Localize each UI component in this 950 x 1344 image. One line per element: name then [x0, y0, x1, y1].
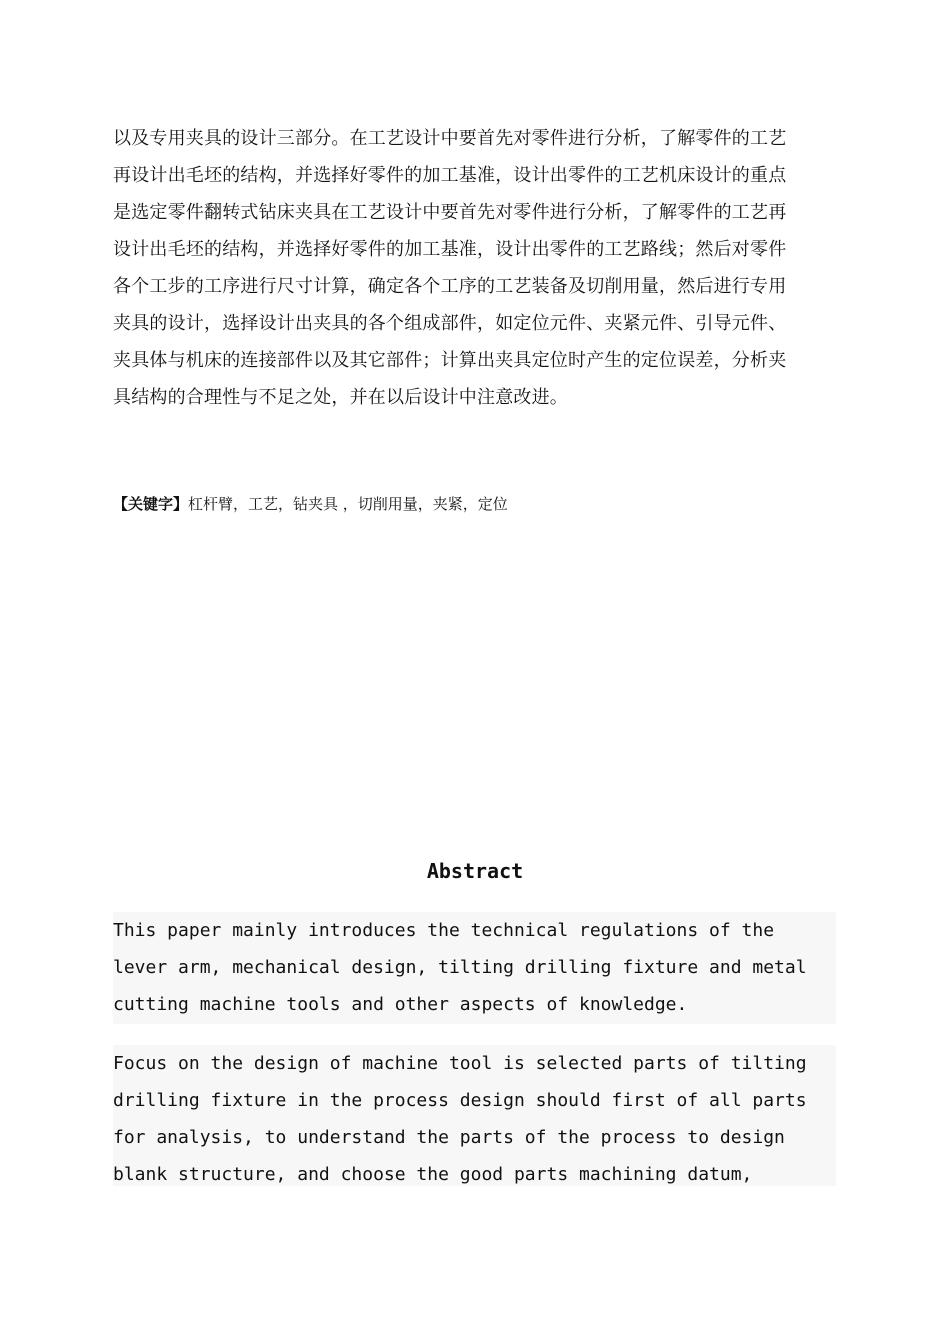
keywords-label: 【关键字】 [113, 495, 189, 513]
abstract-line: cutting machine tools and other aspects of knowledge. [113, 994, 688, 1015]
abstract-line: drilling fixture in the process design should first of all parts [113, 1090, 807, 1111]
chinese-abstract-line: 是选定零件翻转式钻床夹具在工艺设计中要首先对零件进行分析，了解零件的工艺再 [113, 202, 787, 223]
abstract-title: Abstract [426, 859, 524, 883]
chinese-abstract-line: 各个工步的工序进行尺寸计算，确定各个工序的工艺装备及切削用量，然后进行专用 [113, 276, 787, 297]
abstract-line: Focus on the design of machine tool is selected parts of tilting [113, 1053, 807, 1074]
chinese-abstract-line: 夹具体与机床的连接部件以及其它部件；计算出夹具定位时产生的定位误差，分析夹 [113, 350, 787, 371]
abstract-line: for analysis, to understand the parts of the process to design [113, 1127, 785, 1148]
keywords-line [113, 492, 508, 516]
abstract-line: lever arm, mechanical design, tilting drilling fixture and metal [113, 957, 807, 978]
keywords-text: 杠杆臂，工艺，钻夹具 ，切削用量，夹紧，定位 [188, 495, 508, 513]
chinese-abstract-paragraph [113, 120, 825, 416]
abstract-paragraph-1 [113, 912, 836, 1024]
chinese-abstract-line: 设计出毛坯的结构，并选择好零件的加工基准，设计出零件的工艺路线；然后对零件 [113, 239, 787, 260]
chinese-abstract-line: 再设计出毛坯的结构，并选择好零件的加工基准，设计出零件的工艺机床设计的重点 [113, 165, 787, 186]
abstract-line: This paper mainly introduces the technical regulations of the [113, 920, 775, 941]
chinese-abstract-line: 具结构的合理性与不足之处，并在以后设计中注意改进。 [113, 387, 568, 408]
abstract-line: blank structure, and choose the good parts machining datum, [113, 1164, 753, 1185]
chinese-abstract-line: 夹具的设计，选择设计出夹具的各个组成部件，如定位元件、夹紧元件、引导元件、 [113, 313, 787, 334]
chinese-abstract-line: 以及专用夹具的设计三部分。在工艺设计中要首先对零件进行分析，了解零件的工艺 [113, 128, 787, 149]
abstract-paragraph-2 [113, 1045, 836, 1186]
